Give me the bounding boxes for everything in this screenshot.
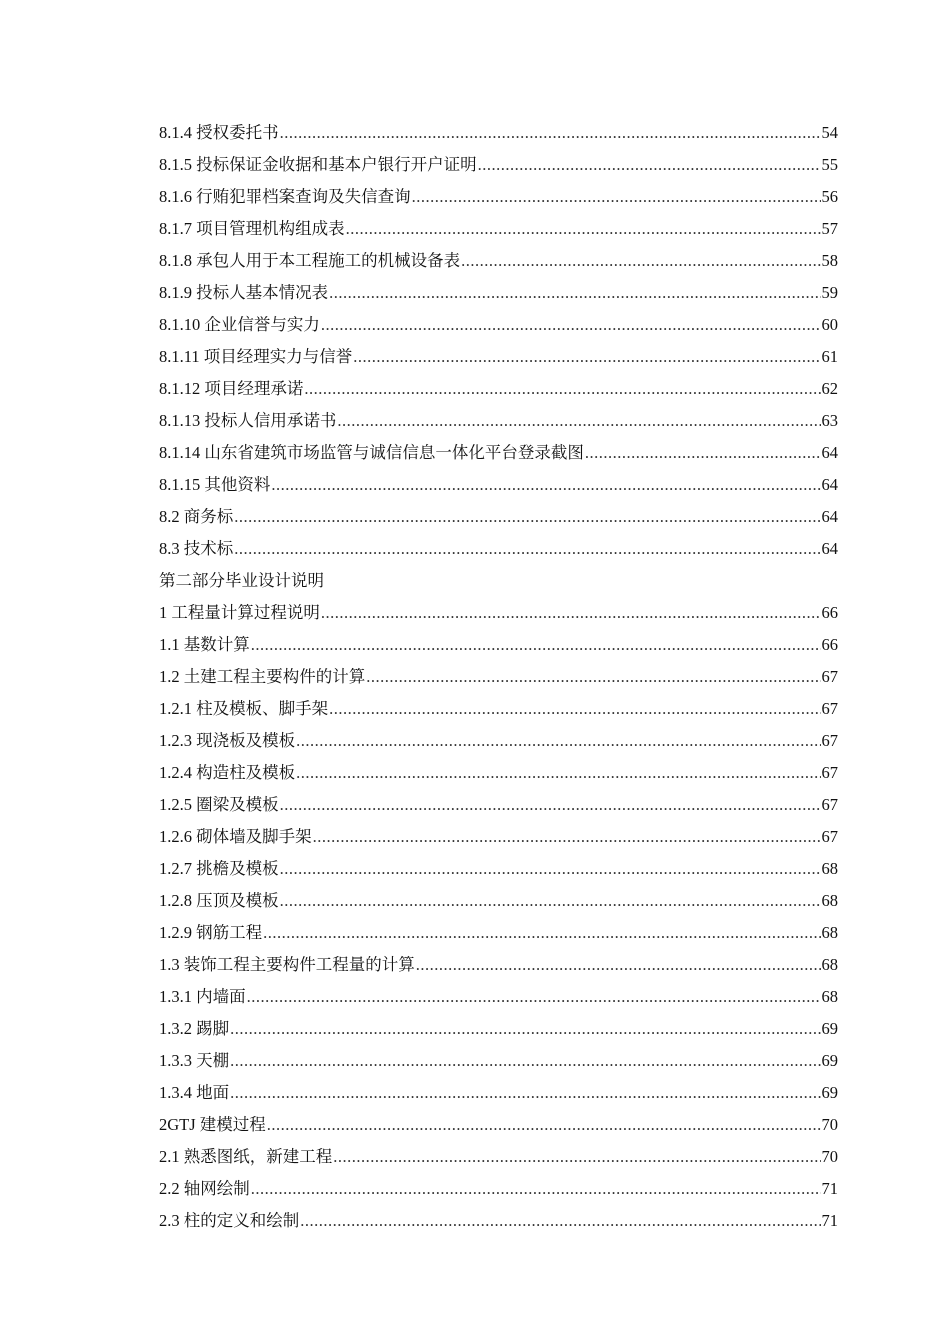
toc-entry-title: 8.1.12 项目经理承诺 xyxy=(159,379,304,398)
toc-entry-title: 1.2.5 圈梁及模板 xyxy=(159,795,279,814)
toc-dot-leader xyxy=(333,1141,820,1173)
toc-entry-title: 1.3.3 天棚 xyxy=(159,1051,230,1070)
toc-entry[interactable] xyxy=(159,789,838,821)
toc-entry[interactable] xyxy=(159,1141,838,1173)
toc-entry-title: 8.1.6 行贿犯罪档案查询及失信查询 xyxy=(159,187,411,206)
toc-dot-leader xyxy=(329,693,820,725)
toc-entry[interactable] xyxy=(159,725,838,757)
toc-entry-title: 8.1.4 授权委托书 xyxy=(159,123,279,142)
toc-dot-leader xyxy=(366,661,820,693)
toc-entry-page-number: 54 xyxy=(821,123,838,142)
toc-entry-page-number: 68 xyxy=(821,923,838,942)
toc-dot-leader xyxy=(271,469,820,501)
toc-entry-title: 1.2.3 现浇板及模板 xyxy=(159,731,296,750)
toc-entry[interactable] xyxy=(159,853,838,885)
toc-entry[interactable] xyxy=(159,757,838,789)
toc-entry-title: 8.1.8 承包人用于本工程施工的机械设备表 xyxy=(159,251,461,270)
toc-entry-page-number: 63 xyxy=(821,411,838,430)
toc-entry-page-number: 68 xyxy=(821,955,838,974)
toc-entry[interactable] xyxy=(159,149,838,181)
toc-entry-title: 8.1.14 山东省建筑市场监管与诚信信息一体化平台登录截图 xyxy=(159,443,584,462)
toc-entry-page-number: 64 xyxy=(821,475,838,494)
toc-entry-title: 2.2 轴网绘制 xyxy=(159,1179,250,1198)
toc-entry-title: 2GTJ 建模过程 xyxy=(159,1115,266,1134)
toc-entry-title: 8.1.7 项目管理机构组成表 xyxy=(159,219,345,238)
toc-entry-page-number: 69 xyxy=(821,1051,838,1070)
toc-entry-title: 1.2.9 钢筋工程 xyxy=(159,923,263,942)
toc-entry[interactable] xyxy=(159,885,838,917)
toc-entry-page-number: 67 xyxy=(821,763,838,782)
toc-dot-leader xyxy=(296,725,820,757)
toc-entry-title: 1.2.8 压顶及模板 xyxy=(159,891,279,910)
toc-entry-page-number: 60 xyxy=(821,315,838,334)
toc-entry-page-number: 71 xyxy=(821,1179,838,1198)
toc-entry-title: 1.2.7 挑檐及模板 xyxy=(159,859,279,878)
toc-dot-leader xyxy=(461,245,820,277)
toc-entry[interactable] xyxy=(159,565,838,597)
toc-entry-page-number: 64 xyxy=(821,443,838,462)
toc-dot-leader xyxy=(251,629,821,661)
toc-dot-leader xyxy=(267,1109,821,1141)
toc-entry-title: 8.2 商务标 xyxy=(159,507,234,526)
toc-entry-page-number: 67 xyxy=(821,827,838,846)
toc-entry-title: 第二部分毕业设计说明 xyxy=(159,571,324,590)
toc-entry[interactable] xyxy=(159,469,838,501)
toc-dot-leader xyxy=(412,181,821,213)
toc-dot-leader xyxy=(300,1205,820,1237)
toc-entry-title: 1.3.1 内墙面 xyxy=(159,987,246,1006)
toc-entry-title: 8.1.13 投标人信用承诺书 xyxy=(159,411,337,430)
toc-entry[interactable] xyxy=(159,1013,838,1045)
toc-entry[interactable] xyxy=(159,309,838,341)
toc-entry-page-number: 67 xyxy=(821,795,838,814)
toc-entry-page-number: 67 xyxy=(821,667,838,686)
toc-entry-title: 1.3.2 踢脚 xyxy=(159,1019,230,1038)
toc-entry-page-number: 69 xyxy=(821,1019,838,1038)
toc-dot-leader xyxy=(280,789,821,821)
toc-entry-page-number: 70 xyxy=(821,1147,838,1166)
toc-entry[interactable] xyxy=(159,597,838,629)
toc-dot-leader xyxy=(416,949,821,981)
toc-entry-page-number: 55 xyxy=(821,155,838,174)
toc-dot-leader xyxy=(304,373,820,405)
toc-entry-page-number: 58 xyxy=(821,251,838,270)
toc-entry[interactable] xyxy=(159,693,838,725)
toc-entry-page-number: 68 xyxy=(821,891,838,910)
toc-dot-leader xyxy=(234,533,820,565)
toc-entry-page-number: 71 xyxy=(821,1211,838,1230)
toc-entry[interactable] xyxy=(159,917,838,949)
toc-entry-page-number: 67 xyxy=(821,731,838,750)
toc-entry[interactable] xyxy=(159,341,838,373)
toc-dot-leader xyxy=(321,309,821,341)
toc-entry-title: 8.1.10 企业信誉与实力 xyxy=(159,315,320,334)
toc-entry[interactable] xyxy=(159,1109,838,1141)
toc-entry-title: 2.3 柱的定义和绘制 xyxy=(159,1211,300,1230)
toc-entry[interactable] xyxy=(159,981,838,1013)
toc-entry[interactable] xyxy=(159,1045,838,1077)
toc-dot-leader xyxy=(234,501,820,533)
toc-entry[interactable] xyxy=(159,117,838,149)
toc-dot-leader xyxy=(263,917,820,949)
toc-entry-page-number: 62 xyxy=(821,379,838,398)
toc-dot-leader xyxy=(321,597,821,629)
toc-entry-page-number: 66 xyxy=(821,635,838,654)
toc-entry[interactable] xyxy=(159,213,838,245)
toc-entry-title: 8.3 技术标 xyxy=(159,539,234,558)
toc-entry[interactable] xyxy=(159,661,838,693)
toc-entry-title: 1.1 基数计算 xyxy=(159,635,250,654)
toc-entry[interactable] xyxy=(159,1173,838,1205)
toc-entry-title: 2.1 熟悉图纸，新建工程 xyxy=(159,1147,333,1166)
toc-dot-leader xyxy=(478,149,821,181)
toc-dot-leader xyxy=(313,821,821,853)
toc-dot-leader xyxy=(280,885,821,917)
toc-entry-page-number: 56 xyxy=(821,187,838,206)
toc-entry-page-number: 59 xyxy=(821,283,838,302)
toc-entry-page-number: 64 xyxy=(821,507,838,526)
toc-entry[interactable] xyxy=(159,1205,838,1237)
toc-dot-leader xyxy=(280,117,821,149)
toc-dot-leader xyxy=(585,437,821,469)
toc-entry-title: 1.2.4 构造柱及模板 xyxy=(159,763,296,782)
toc-entry[interactable] xyxy=(159,629,838,661)
toc-entry-title: 1.3.4 地面 xyxy=(159,1083,230,1102)
toc-entry-title: 8.1.9 投标人基本情况表 xyxy=(159,283,329,302)
toc-entry-page-number: 61 xyxy=(821,347,838,366)
toc-entry-page-number: 66 xyxy=(821,603,838,622)
toc-entry-page-number: 70 xyxy=(821,1115,838,1134)
toc-entry-page-number: 68 xyxy=(821,859,838,878)
toc-dot-leader xyxy=(230,1013,820,1045)
toc-dot-leader xyxy=(296,757,820,789)
toc-entry-title: 1.2.6 砌体墙及脚手架 xyxy=(159,827,312,846)
toc-entry[interactable] xyxy=(159,245,838,277)
toc-entry[interactable] xyxy=(159,437,838,469)
toc-dot-leader xyxy=(247,981,821,1013)
toc-entry-title: 1.3 装饰工程主要构件工程量的计算 xyxy=(159,955,415,974)
toc-dot-leader xyxy=(337,405,820,437)
toc-entry[interactable] xyxy=(159,373,838,405)
toc-entry[interactable] xyxy=(159,501,838,533)
toc-entry[interactable] xyxy=(159,277,838,309)
toc-entry-page-number: 57 xyxy=(821,219,838,238)
toc-entry[interactable] xyxy=(159,181,838,213)
toc-dot-leader xyxy=(353,341,820,373)
toc-entry[interactable] xyxy=(159,533,838,565)
toc-entry[interactable] xyxy=(159,949,838,981)
toc-entry-title: 8.1.5 投标保证金收据和基本户银行开户证明 xyxy=(159,155,477,174)
toc-entry-page-number: 68 xyxy=(821,987,838,1006)
toc-dot-leader xyxy=(329,277,820,309)
toc-dot-leader xyxy=(251,1173,821,1205)
toc-dot-leader xyxy=(230,1077,820,1109)
toc-entry-title: 1 工程量计算过程说明 xyxy=(159,603,320,622)
toc-entry-page-number: 64 xyxy=(821,539,838,558)
toc-entry-title: 1.2.1 柱及模板、脚手架 xyxy=(159,699,329,718)
toc-entry[interactable] xyxy=(159,405,838,437)
table-of-contents xyxy=(159,117,838,1237)
toc-entry-page-number: 67 xyxy=(821,699,838,718)
toc-entry[interactable] xyxy=(159,821,838,853)
toc-entry-title: 8.1.11 项目经理实力与信誉 xyxy=(159,347,353,366)
toc-entry-title: 8.1.15 其他资料 xyxy=(159,475,271,494)
toc-dot-leader xyxy=(346,213,821,245)
toc-entry-page-number: 69 xyxy=(821,1083,838,1102)
toc-dot-leader xyxy=(280,853,821,885)
toc-entry-title: 1.2 土建工程主要构件的计算 xyxy=(159,667,366,686)
toc-entry[interactable] xyxy=(159,1077,838,1109)
toc-dot-leader xyxy=(230,1045,820,1077)
